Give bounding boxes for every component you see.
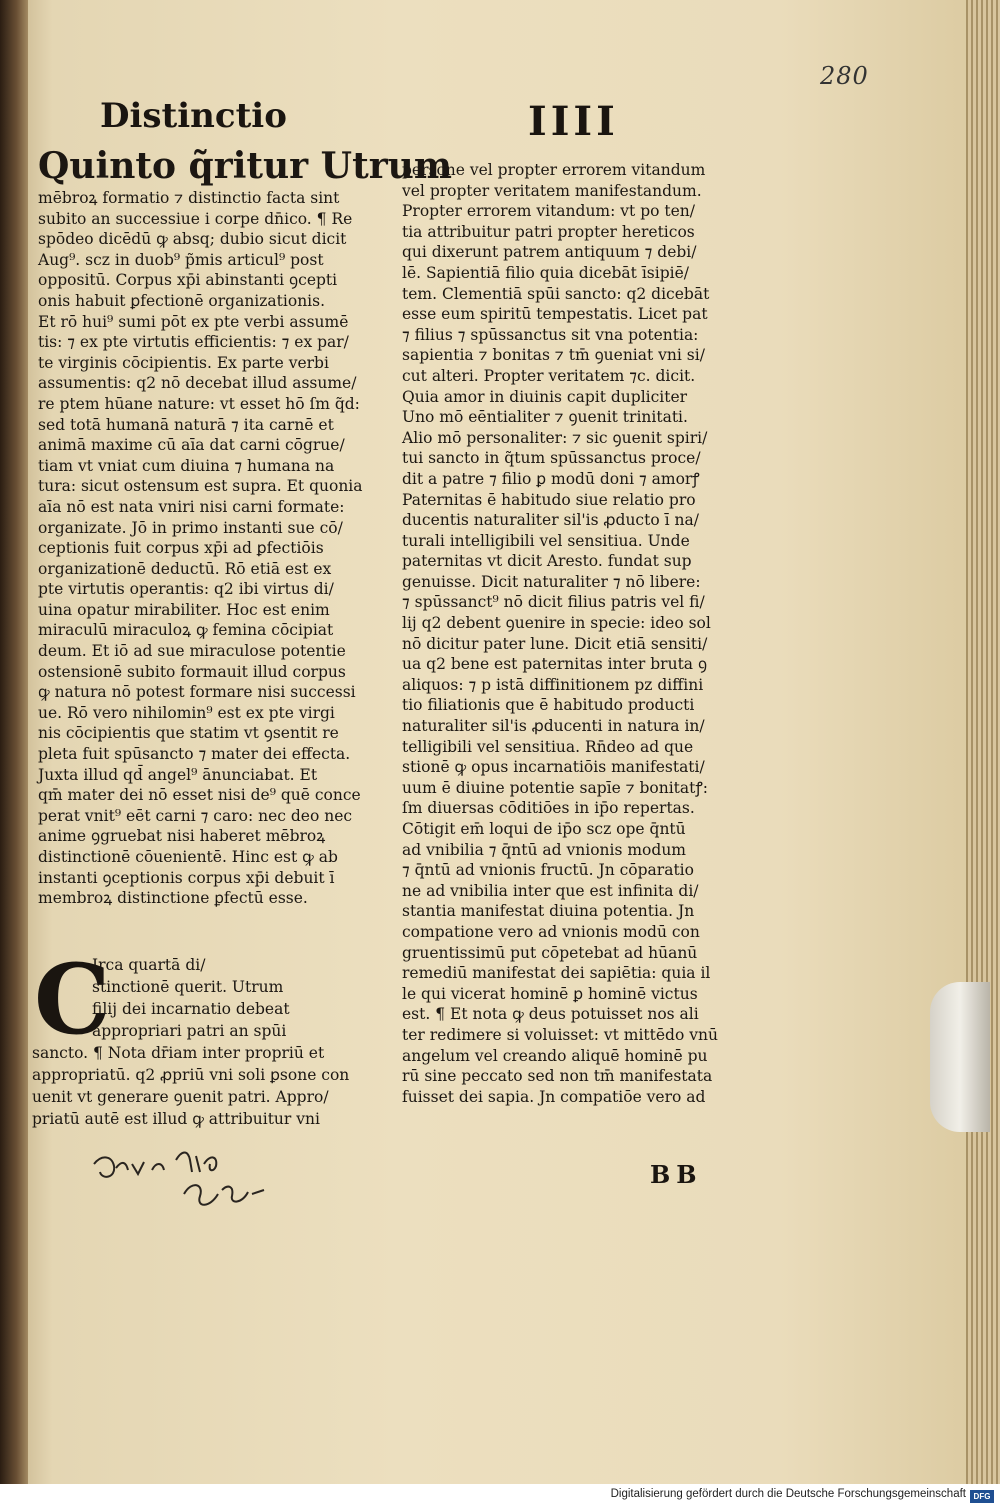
text-line: ue. Rō vero nihilomin⁹ est ex pte virgi [38,703,335,722]
text-line: appropriari patri an spūi [92,1022,287,1040]
text-line: aīa nō est nata vniri nisi carni formate: [38,497,345,516]
text-line: onis habuit ꝑfectionē organizationis. [38,291,326,310]
handwritten-annotation [92,1150,292,1220]
text-line: ne ad vnibilia inter que est infinita di/ [402,881,699,900]
text-line: tio filiationis que ē habitudo producti [402,696,695,715]
catchword: BB [650,1160,703,1189]
text-line: ſm diuersas cōditiōes in ip̄o repertas. [402,799,695,818]
text-line: stionē ꝙ opus incarnatiōis manifestati/ [402,758,705,777]
text-line: nō dicitur pater lune. Dicit etiā sensiti/ [402,634,708,653]
page-number: 280 [820,62,869,90]
text-line: anime ꝯgruebat nisi haberet mēbroꝝ [38,827,326,846]
section-2-lines [32,943,377,1130]
text-line: esse eum spiritū tempestatis. Licet pat [402,305,708,324]
text-line: ostensionē subito formauit illud corpus [38,662,346,681]
text-line: aliquos: ⁊ p istā diffinitionem pz diffini [402,675,704,694]
text-line: miraculū miraculoꝝ ꝙ femina cōcipiat [38,621,334,640]
text-line: subito an successiue i corpe dn̄ico. ¶ Re [38,209,353,228]
text-line: nis cōcipientis que statim vt ꝯsentit re [38,724,339,743]
text-line: uina opatur mirabiliter. Hoc est enim [38,600,330,619]
text-line: stinctionē querit. Utrum [92,978,284,996]
text-line: ꝙ natura nō potest formare nisi successi [38,683,356,702]
text-line: ⁊ q̄ntū ad vnionis fructū. Jn cōparatio [402,861,694,880]
text-line: pleta fuit spūsancto ⁊ mater dei effecta. [38,745,351,764]
text-line: vel propter veritatem manifestandum. [402,181,702,200]
text-line: distinctionē cōuenientē. Hinc est ꝙ ab [38,848,338,866]
text-line: Cōtigit em̄ loqui de ip̄o scz ope q̄ntū [402,820,686,838]
text-line: deum. Et iō ad sue miraculose potentie [38,642,346,661]
text-line: Quia amor in diuinis capit dupliciter [402,387,688,406]
text-line: ⁊ filius ⁊ spūssanctus sit vna potentia: [402,325,699,344]
text-line: gruentissimū put cōpetebat ad hūanū [402,943,698,962]
text-line: qm̄ mater dei nō esset nisi de⁹ quē conce [38,786,361,805]
text-line: ducentis naturaliter sil'is ꝓducto ī na/ [402,511,699,530]
text-line: ceptionis fuit corpus xp̄i ad ꝑfectiōis [38,539,324,558]
text-line: organizate. Jō in primo instanti sue cō/ [38,518,343,537]
text-line: re ptem hūane nature: vt esset hō ſm q̃d: [38,394,360,413]
text-line: turali intelligibili vel sensitiua. Unde [402,531,690,550]
text-line: genuisse. Dicit naturaliter ⁊ nō libere: [402,572,701,591]
text-line: Juxta illud qd̄ angel⁹ ānunciabat. Et [38,765,318,784]
text-line: Uno mō eēntialiter ⁊ ꝯuenit trinitati. [402,408,688,427]
text-line: organizationē deductū. Rō etiā est ex [38,559,332,578]
text-line: ua q2 bene est paternitas inter bruta ꝯ [402,655,708,674]
text-line: appropriatū. q2 ꝓpriū vni soli ꝑsone con [32,1066,350,1084]
text-line: rū sine peccato sed non tm̄ manifestata [402,1067,713,1086]
text-line: tura: sicut ostensum est supra. Et quonia [38,477,363,496]
text-line: filij dei incarnatio debeat [92,1000,290,1018]
text-line: tiam vt vniat cum diuina ⁊ humana na [38,456,335,475]
text-line: membroꝝ distinctione ꝑfectū esse. [38,889,308,908]
text-line: lij q2 debent ꝯuenire in specie: ideo sol [402,614,711,633]
text-line: est. ¶ Et nota ꝙ deus potuisset nos ali [402,1005,699,1024]
text-line: Alio mō personaliter: ⁊ sic ꝯuenit spiri/ [402,428,708,447]
text-line: tia attribuitur patri propter hereticos [402,222,695,241]
text-line: sapientia ⁊ bonitas ⁊ tm̄ ꝯueniat vni si/ [402,346,705,365]
text-line: compatione vero ad vnionis modū con [402,922,700,941]
text-line: Et rō hui⁹ sumi pōt ex pte verbi assumē [38,312,349,331]
text-line: assumentis: q2 nō decebat illud assume/ [38,374,357,393]
text-line: cut alteri. Propter veritatem ⁊c. dicit. [402,366,696,385]
right-column-lines [402,160,747,1107]
text-line: le qui vicerat hominē ꝑ hominē victus [402,984,698,1003]
text-line: sancto. ¶ Nota dr̄iam inter propriū et [32,1044,325,1062]
text-line: angelum vel creando aliquē hominē pu [402,1046,708,1065]
drop-capital: C [34,943,111,1056]
text-line: qui dixerunt patrem antiquum ⁊ debi/ [402,243,697,262]
dfg-logo: DFG [970,1490,994,1503]
text-line: ad vnibilia ⁊ q̄ntū ad vnionis modum [402,840,686,859]
text-line: uenit vt generare ꝯuenit patri. Appro/ [32,1088,329,1106]
text-line: oppositū. Corpus xp̄i abinstanti ꝯcepti [38,271,338,290]
book-spine [0,0,28,1484]
page-edges [966,0,1000,1484]
text-line: Aug⁹. scz in duob⁹ p̃mis articul⁹ post [38,250,324,269]
footer-bar [0,1484,1000,1509]
text-line: tui sancto in q̃tum spūssanctus proce/ [402,449,701,468]
text-line: Irca quartā di/ [92,956,206,974]
text-line: ⁊ spūssanct⁹ nō dicit filius patris vel fi/ [402,593,705,612]
text-line: dit a patre ⁊ filio ꝑ modū doni ⁊ amorꝭ [402,469,700,488]
text-line: tis: ⁊ ex pte virtutis efficientis: ⁊ ex par/ [38,333,349,352]
text-line: instanti ꝯceptionis corpus xp̄i debuit ī [38,868,335,887]
text-line: tem. Clementiā spūi sancto: q2 dicebāt [402,284,710,303]
text-line: sed totā humanā naturā ⁊ ita carnē et [38,415,334,434]
text-line: te virginis cōcipientis. Ex parte verbi [38,353,329,372]
text-line: animā maxime cū aīa dat carni cōgrue/ [38,436,345,455]
text-line: perat vnit⁹ eēt carni ⁊ caro: nec deo nec [38,806,353,825]
left-column [38,145,452,909]
running-head-left: Distinctio [100,96,287,136]
text-line: mēbroꝝ formatio ⁊ distinctio facta sint [38,189,340,207]
text-line: fuisset dei sapia. Jn compatiōe vero ad [402,1087,706,1106]
text-line: remediū manifestat dei sapiētia: quia il [402,964,711,983]
text-line: pte virtutis operantis: q2 ibi virtus di/ [38,580,334,599]
running-head-right: IIII [528,98,619,145]
left-column-section-2 [32,943,377,1130]
left-column-lines [38,188,383,909]
text-line: Propter errorem vitandum: vt po ten/ [402,202,695,221]
text-line: uum ē diuine potentie sapīe ⁊ bonitatꝭ: [402,778,708,797]
page-clip [930,982,990,1132]
text-line: priatū autē est illud ꝙ attribuitur vni [32,1110,320,1128]
text-line: naturaliter sil'is ꝓducenti in natura in/ [402,717,705,736]
right-column [402,160,747,1107]
text-line: paternitas vt dicit Aresto. fundat sup [402,552,692,571]
opening-line: Quinto q̃ritur Utrum [38,145,452,187]
text-line: stantia manifestat diuina potentia. Jn [402,902,695,921]
text-line: persone vel propter errorem vitandum [402,161,706,179]
text-line: telligibili vel sensitiua. Rn̄deo ad que [402,737,694,756]
text-line: lē. Sapientiā filio quia dicebāt īsipiē/ [402,263,689,282]
text-line: ter redimere si voluisset: vt mittēdo vnū [402,1025,718,1044]
footer-credit: Digitalisierung gefördert durch die Deutsche Forschungsgemeinschaft [610,1488,966,1500]
text-line: spōdeo dicēdū ꝙ absq; dubio sicut dicit [38,230,347,249]
text-line: Paternitas ē habitudo siue relatio pro [402,490,696,509]
